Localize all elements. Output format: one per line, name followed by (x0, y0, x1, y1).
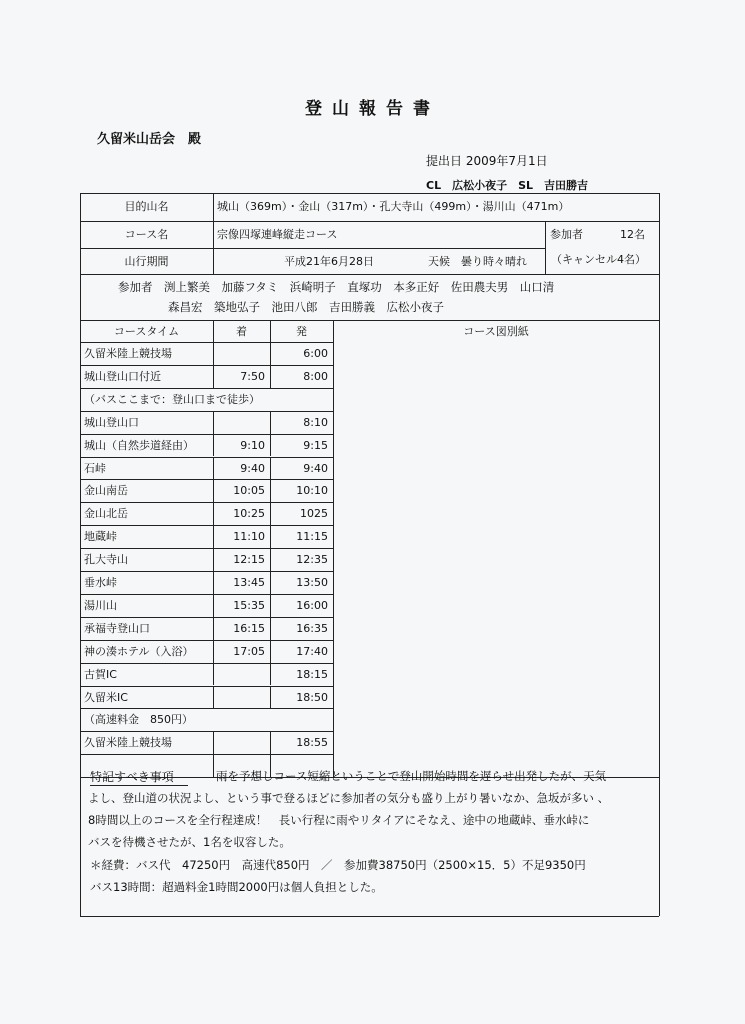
depart-time: 17:40 (296, 644, 328, 658)
course-stop-name: 湯川山 (84, 598, 117, 612)
course-label: コース名 (124, 228, 169, 241)
grid-line (270, 731, 271, 754)
course-stop-name: 久留米陸上競技場 (84, 736, 172, 750)
arrive-time: 10:25 (233, 507, 265, 521)
depart-time: 18:15 (296, 667, 328, 681)
col-header-arrive: 着 (236, 325, 247, 338)
grid-line (333, 320, 334, 777)
arrive-time: 13:45 (233, 576, 265, 589)
depart-time: 18:50 (296, 690, 328, 704)
grid-line (213, 320, 214, 342)
participants-count-label: 参加者 (550, 228, 583, 241)
mountain-value: 城山（369m）・金山（317m）・孔大寺山（499m）・湯川山（471m） (217, 200, 570, 213)
grid-line (213, 457, 214, 480)
course-stop-name: 地蔵峠 (84, 530, 117, 544)
period-label: 山行期間 (124, 255, 169, 268)
grid-line (270, 525, 271, 548)
grid-line (213, 754, 214, 777)
arrive-time: 7:50 (240, 369, 265, 383)
table-border-right (659, 193, 660, 916)
grid-line (270, 686, 271, 709)
mountain-label: 目的山名 (124, 200, 169, 213)
grid-line (270, 594, 271, 617)
participants-line-2: 森昌宏 築地弘子 池田八郎 吉田勝義 広松小夜子 (168, 300, 444, 314)
grid-line (213, 342, 214, 365)
grid-line (80, 365, 333, 366)
arrive-time: 11:10 (233, 530, 265, 544)
notes-heading: 特記すべき事項 (90, 768, 188, 786)
grid-line (270, 434, 271, 457)
grid-line (80, 388, 333, 389)
course-map-note: コース図別紙 (463, 325, 529, 338)
grid-line (213, 525, 214, 548)
course-stop-name: 城山登山口付近 (84, 369, 161, 383)
course-stop-name: 石峠 (84, 461, 106, 475)
depart-time: 16:35 (296, 621, 328, 635)
table-border-top (80, 193, 659, 194)
arrive-time: 17:05 (233, 644, 265, 658)
grid-line (80, 320, 659, 321)
course-stop-name: 古賀IC (84, 667, 117, 681)
grid-line (213, 594, 214, 617)
course-stop-name: 承福寺登山口 (84, 621, 150, 635)
depart-time: 16:00 (296, 598, 328, 612)
depart-time: 8:00 (303, 369, 328, 383)
grid-line (270, 342, 271, 365)
notes-bus-overtime: バス13時間：超過料金1時間2000円は個人負担とした。 (90, 880, 383, 894)
grid-line (80, 411, 333, 412)
grid-line (213, 640, 214, 663)
grid-line (270, 320, 271, 342)
grid-line (80, 221, 659, 222)
depart-time: 18:55 (296, 736, 328, 750)
depart-time: 12:35 (296, 553, 328, 567)
depart-time: 1025 (300, 507, 328, 521)
arrive-time: 9:40 (240, 461, 265, 475)
grid-line (213, 731, 214, 754)
grid-line (213, 686, 214, 709)
grid-line (80, 663, 333, 664)
grid-line (80, 479, 333, 480)
grid-line (80, 686, 333, 687)
grid-line (213, 411, 214, 434)
addressee: 久留米山岳会 殿 (97, 132, 202, 147)
grid-line (270, 411, 271, 434)
course-stop-name: （高速料金 850円） (84, 713, 193, 727)
depart-time: 9:40 (303, 461, 328, 475)
arrive-time: 16:15 (233, 621, 265, 635)
grid-line (80, 457, 333, 458)
grid-line (213, 571, 214, 594)
grid-line (213, 663, 214, 686)
grid-line (270, 457, 271, 480)
grid-line (545, 221, 546, 274)
table-border-bottom (80, 916, 659, 917)
course-stop-name: 垂水峠 (84, 576, 117, 589)
course-stop-name: 城山（自然歩道経由） (84, 438, 194, 452)
weather: 天候 曇り時々晴れ (428, 255, 527, 268)
arrive-time: 15:35 (233, 598, 265, 612)
grid-line (270, 663, 271, 686)
depart-time: 11:15 (296, 530, 328, 544)
notes-line-4: バスを待機させたが、1名を収容した。 (88, 835, 291, 849)
course-stop-name: 神の湊ホテル（入浴） (84, 644, 194, 658)
course-stop-name: 金山南岳 (84, 484, 128, 498)
notes-expenses: ＊経費：バス代 47250円 高速代850円 ／ 参加費38750円（2500×15．5）不足9350円 (90, 858, 586, 872)
course-stop-name: 金山北岳 (84, 507, 128, 521)
notes-line-1: 雨を予想しコース短縮ということで登山開始時間を遅らせ出発したが、天気 (216, 769, 607, 783)
participants-count-value: 12名 (620, 228, 645, 241)
depart-time: 6:00 (303, 347, 328, 360)
arrive-time: 12:15 (233, 553, 265, 567)
grid-line (213, 502, 214, 525)
period-value: 平成21年6月28日 (284, 255, 374, 268)
course-stop-name: 久留米IC (84, 690, 128, 704)
col-header-depart: 発 (296, 325, 307, 338)
grid-line (80, 502, 333, 503)
grid-line (80, 594, 333, 595)
course-value: 宗像四塚連峰縦走コース (217, 228, 338, 241)
grid-line (80, 640, 333, 641)
grid-line (80, 571, 333, 572)
grid-line (213, 548, 214, 571)
document-title: 登山報告書 (305, 99, 440, 119)
depart-time: 10:10 (296, 484, 328, 498)
notes-line-3: 8時間以上のコースを全行程達成！ 長い行程に雨やリタイアにそなえ、途中の地蔵峠、垂水峠に (88, 813, 590, 827)
depart-time: 13:50 (296, 576, 328, 589)
course-stop-name: 孔大寺山 (84, 553, 128, 567)
grid-line (270, 479, 271, 502)
cancel-note: （キャンセル4名） (551, 253, 646, 266)
arrive-time: 10:05 (233, 484, 265, 498)
grid-line (80, 274, 659, 275)
grid-line (80, 754, 333, 755)
col-header-place: コースタイム (113, 325, 180, 338)
grid-line (80, 342, 333, 343)
course-stop-name: （バスここまで：登山口まで徒歩） (84, 392, 260, 406)
grid-line (80, 434, 333, 435)
grid-line (80, 525, 333, 526)
grid-line (270, 617, 271, 640)
grid-line (213, 479, 214, 502)
grid-line (80, 708, 333, 709)
participants-line-1: 参加者 渕上繁美 加藤フタミ 浜崎明子 直塚功 本多正好 佐田農夫男 山口清 (118, 280, 555, 294)
grid-line (80, 548, 333, 549)
depart-time: 9:15 (303, 438, 328, 452)
course-stop-name: 城山登山口 (84, 415, 139, 429)
depart-time: 8:10 (303, 415, 328, 429)
arrive-time: 9:10 (240, 438, 265, 452)
notes-line-2: よし、登山道の状況よし、という事で登るほどに参加者の気分も盛り上がり暑いなか、急坂が多い 、 (88, 791, 610, 805)
grid-line (80, 731, 333, 732)
grid-line (270, 640, 271, 663)
grid-line (80, 617, 333, 618)
grid-line (270, 502, 271, 525)
course-stop-name: 久留米陸上競技場 (84, 347, 172, 360)
grid-line (270, 571, 271, 594)
grid-line (213, 365, 214, 388)
grid-line (213, 434, 214, 457)
grid-line (80, 248, 545, 249)
grid-line (270, 548, 271, 571)
grid-line (270, 365, 271, 388)
grid-line (213, 617, 214, 640)
leaders: CL 広松小夜子 SL 吉田勝吉 (426, 179, 589, 192)
submission-date: 提出日 2009年7月1日 (426, 154, 548, 168)
